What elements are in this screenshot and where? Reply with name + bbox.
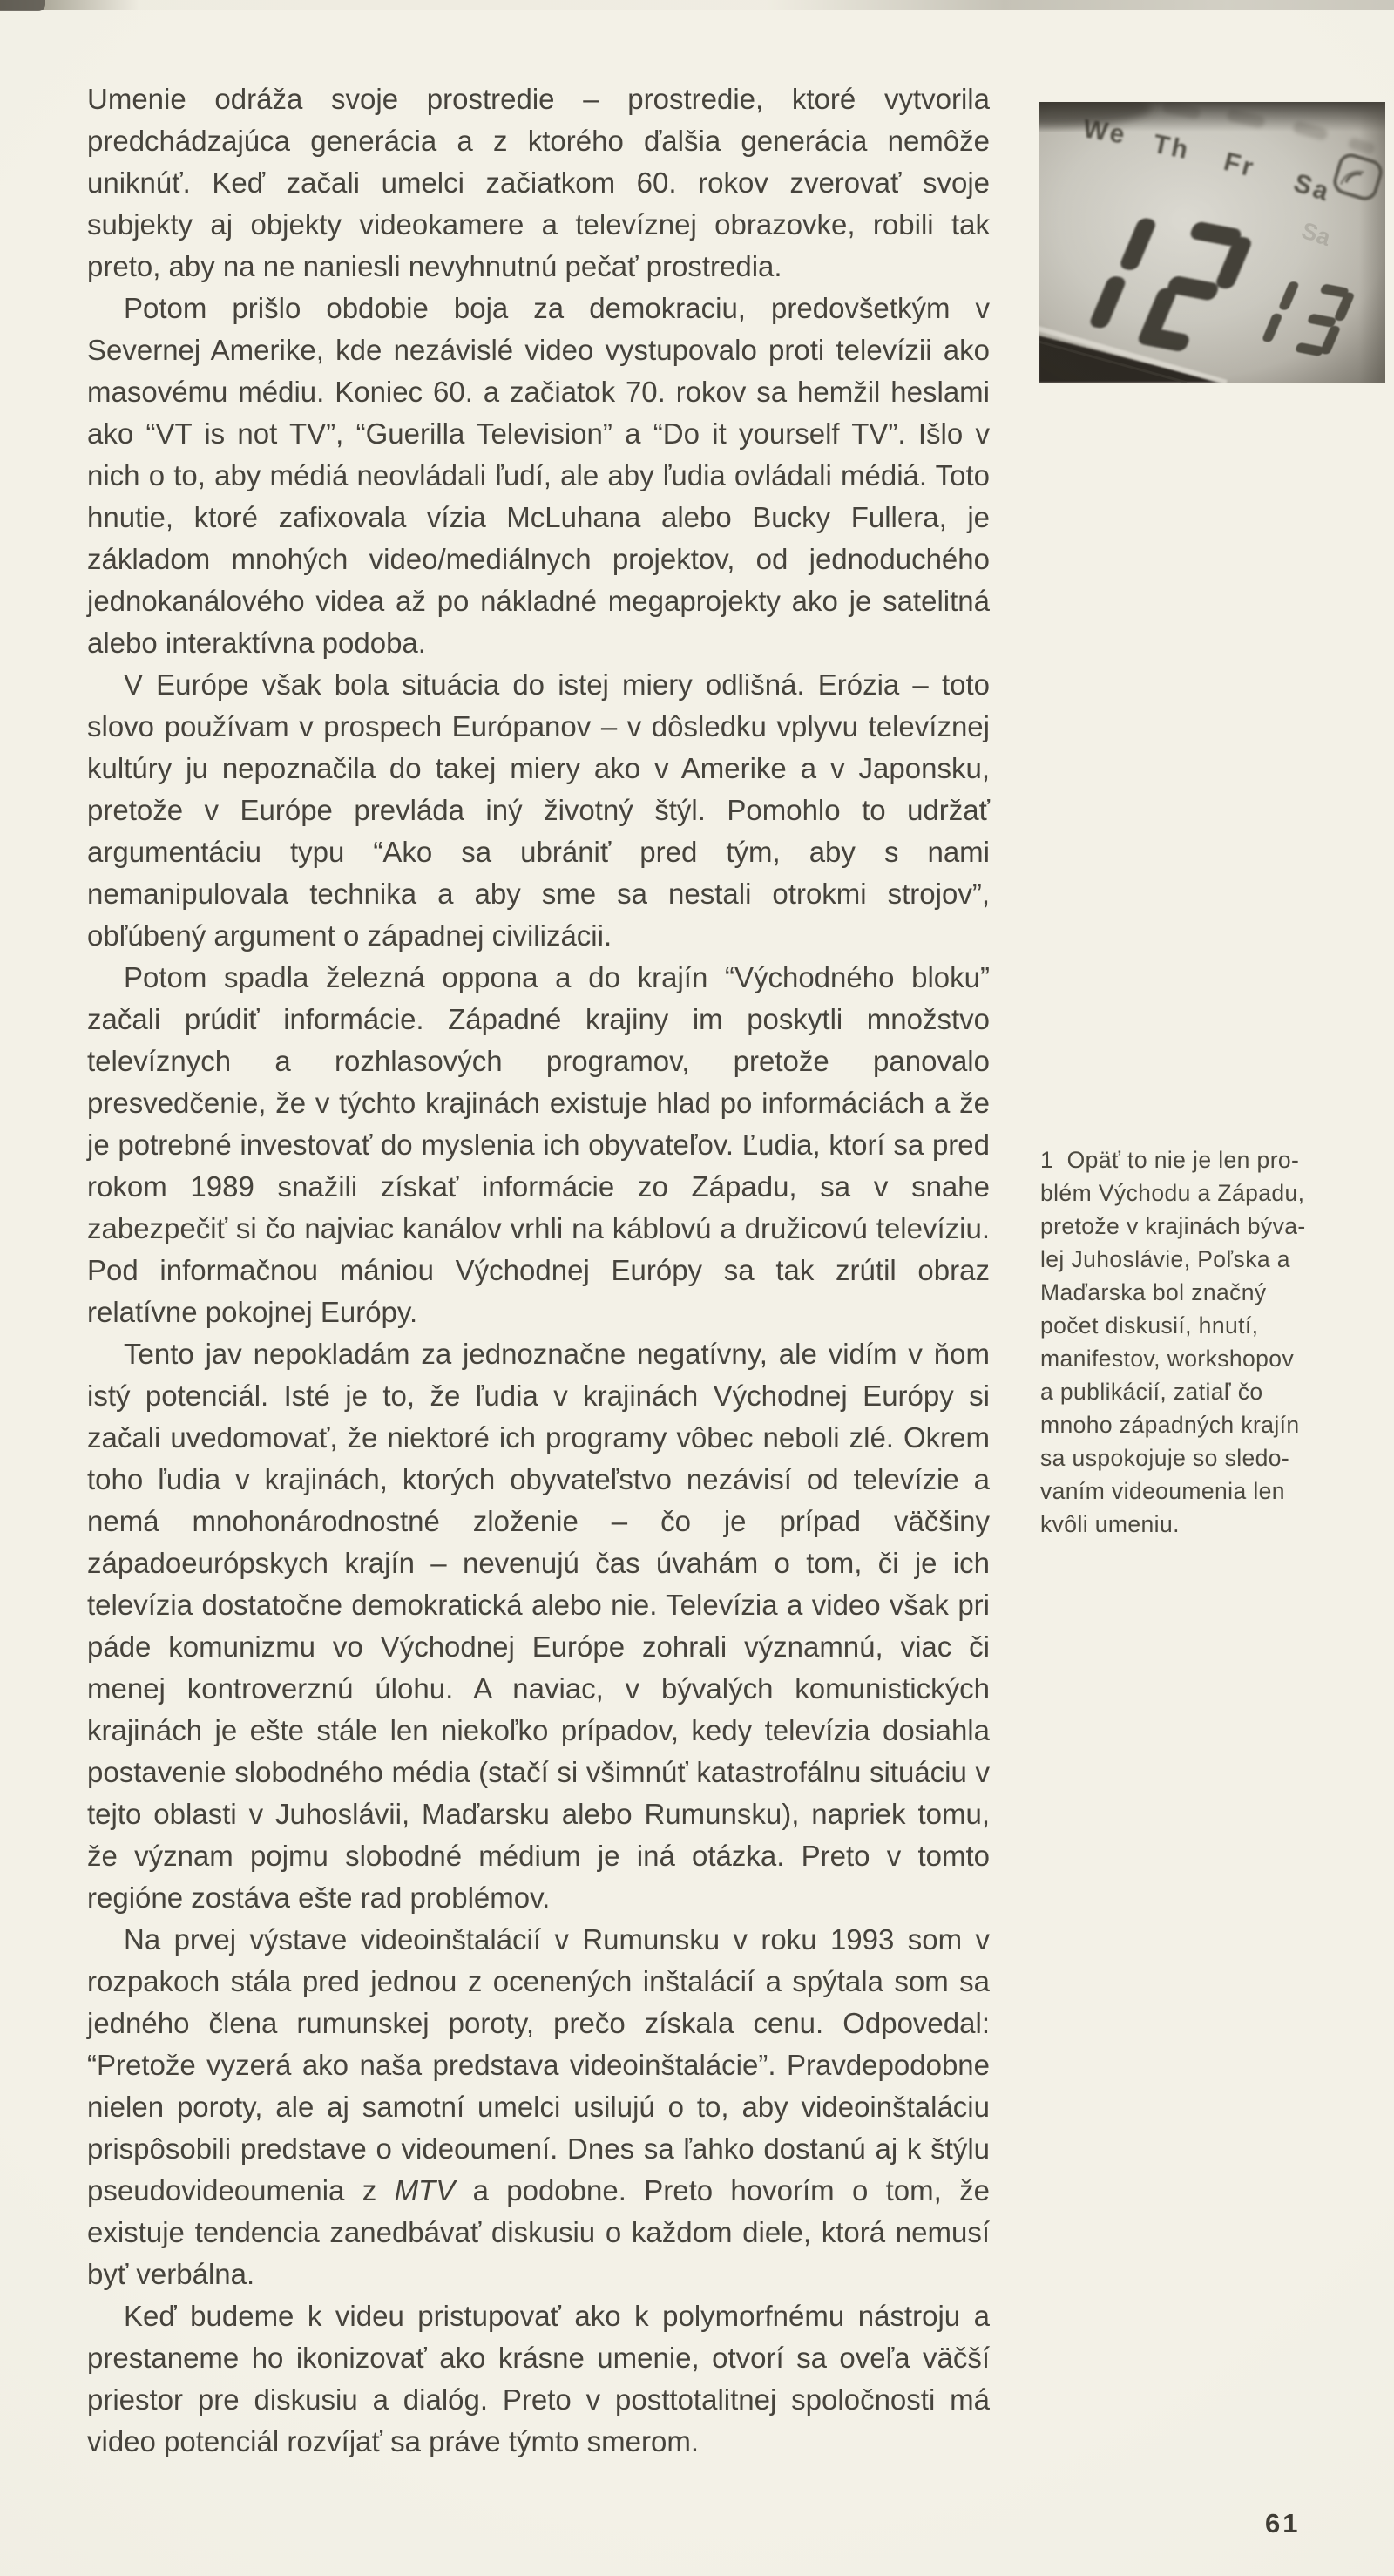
footnote-line: sa uspokojuje so sledo- xyxy=(1040,1445,1290,1471)
paragraph: V Európe však bola situácia do istej miery odlišná. Erózia – toto slovo používam v prospech Európanov – v dôsledku vplyvu televíznej kultúry ju nepoznačila do takej miery ako v Amerike a v Japonsku, pretože v Európe prevláda iný životný štýl. Pomohlo to udržať argumentáciu typu “Ako sa ubrániť pred tým, aby s nami nemanipulovala technika a aby sme sa nestali otrokmi strojov”, obľúbený argument o západnej civilizácii. xyxy=(87,668,990,952)
italic-term: MTV xyxy=(394,2174,456,2207)
footnote-line: mnoho západných krajín xyxy=(1040,1412,1300,1438)
paragraph: Umenie odráža svoje prostredie – prostredie, ktoré vytvorila predchádzajúca generácia a z ktorého ďalšia generácia nemôže uniknúť. Keď začali umelci začiatkom 60. rokov zverovať svoje subjekty aj objekty videokamere a televíznej obrazovke, robili tak preto, aby na ne naniesli nevyhnutnú pečať prostredia. xyxy=(87,83,990,282)
paragraph: Potom spadla železná oppona a do krajín “Východného bloku” začali prúdiť informácie. Západné krajiny im poskytli množstvo televíznych a rozhlasových programov, pretože panovalo presvedčenie, že v týchto krajinách existuje hlad po informáciách a že je potrebné investovať do myslenia ich obyvateľov. Ľudia, ktorí sa pred rokom 1989 snažili získať informácie zo Západu, sa v snahe zabezpečiť si čo najviac kanálov vrhli na káblovú a družicovú televíziu. Pod informačnou mániou Východnej Európy sa tak zrútil obraz relatívne pokojnej Európy. xyxy=(87,961,990,1328)
paragraph: Potom prišlo obdobie boja za demokraciu, predovšetkým v Severnej Amerike, kde nezávislé video vystupovalo proti televízii ako masovému médiu. Koniec 60. a začiatok 70. rokov sa hemžil heslami ako “VT is not TV”, “Guerilla Television” a “Do it yourself TV”. Išlo v nich o to, aby médiá neovládali ľudí, ale aby ľudia ovládali médiá. Toto hnutie, ktoré zafixovala vízia McLuhana alebo Bucky Fullera, je základom mnohých video/mediálnych projektov, od jednoduchého jednokanálového videa až po nákladné megaprojekty ako je satelitná alebo interaktívna podoba. xyxy=(87,292,990,659)
scan-artifact-corner xyxy=(0,0,45,11)
paragraph: Keď budeme k videu pristupovať ako k polymorfnému nástroju a prestaneme ho ikonizovať ako krásne umenie, otvorí sa oveľa väčší priestor pre diskusiu a dialóg. Preto v posttotalitnej spoločnosti má video potenciál rozvíjať sa práve týmto smerom. xyxy=(87,2300,990,2457)
page-number: 61 xyxy=(1265,2508,1301,2539)
footnote-line: pretože v krajinách býva- xyxy=(1040,1213,1306,1239)
paragraph: Na prvej výstave videoinštalácií v Rumunsku v roku 1993 som v rozpakoch stála pred jednou z ocenených inštalácií a spýtala som sa jedného člena rumunskej poroty, prečo získala cenu. Odpovedal: “Pretože vyzerá ako naša predstava videoinštalácie”. Pravdepodobne nielen poroty, ale aj samotní umelci usilujú o to, aby videoinštaláciu prispôsobili predstave o videoumení. Dnes sa ľahko dostanú aj k štýlu pseudovideoumenia z MTV a podobne. Preto hovorím o tom, že existuje tendencia zanedbávať diskusiu o každom diele, ktorá nemusí byť verbálna. xyxy=(87,1923,991,2290)
footnote-1 xyxy=(1040,1143,1312,1541)
paragraph: Tento jav nepokladám za jednoznačne negatívny, ale vidím v ňom istý potenciál. Isté je to, že ľudia v krajinách Východnej Európy si začali uvedomovať, že niektoré ich programy vôbec neboli zlé. Okrem toho ľudia v krajinách, ktorých obyvateľstvo nezávisí od televízie a nemá mnohonárodnostné zloženie – čo je prípad väčšiny západoeurópskych krajín – nevenujú čas úvahám o tom, či je ich televízia dostatočne demokratická alebo nie. Televízia a video však pri páde komunizmu vo Východnej Európe zohrali významnú, viac či menej kontroverznú úlohu. A naviac, v bývalých komunistických krajinách je ešte stále len niekoľko prípadov, kedy televízia dosiahla postavenie slobodného média (stačí si všimnúť katastrofálnu situáciu v tejto oblasti v Juhoslávii, Maďarsku alebo Rumunsku), napriek tomu, že význam pojmu slobodné médium je iná otázka. Preto v tomto regióne zostáva ešte rad problémov. xyxy=(87,1338,990,1914)
footnote-line: manifestov, workshopov xyxy=(1040,1346,1295,1372)
scan-artifact-top-edge xyxy=(0,0,1394,10)
watch-photo-svg xyxy=(1039,102,1385,383)
footnote-line: počet diskusií, hnutí, xyxy=(1040,1312,1259,1339)
article-body xyxy=(87,78,990,2463)
vignette xyxy=(1039,102,1385,383)
footnote-line: a publikácií, zatiaľ čo xyxy=(1040,1379,1263,1405)
footnote-line: blém Východu a Západu, xyxy=(1040,1180,1305,1206)
watch-lcd-photo xyxy=(1039,102,1385,383)
footnote-line: vaním videoumenia len xyxy=(1040,1478,1285,1504)
footnote-line: kvôli umeniu. xyxy=(1040,1511,1180,1537)
footnote-line: 1 Opäť to nie je len pro- xyxy=(1040,1147,1300,1173)
footnote-line: lej Juhoslávie, Poľska a xyxy=(1040,1246,1290,1272)
footnote-line: Maďarska bol značný xyxy=(1040,1279,1267,1305)
